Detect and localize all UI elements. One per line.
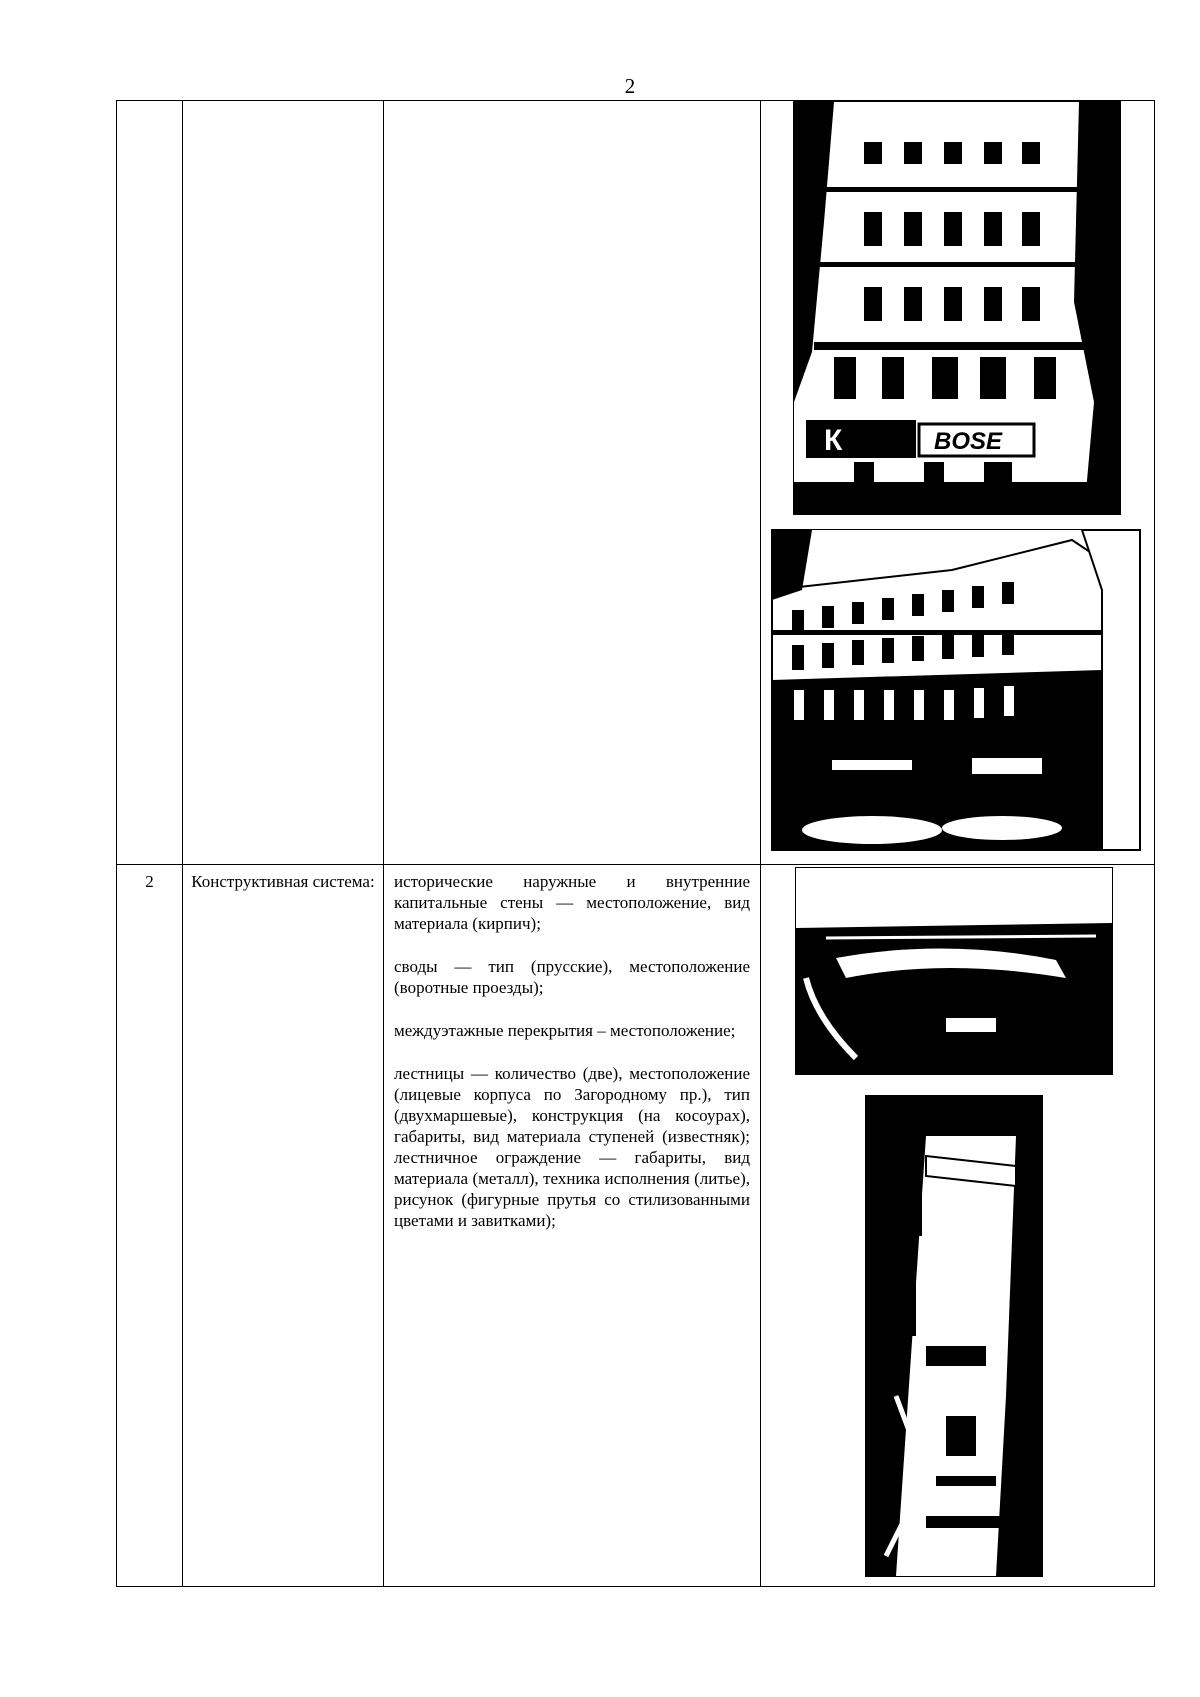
shop-sign-k: К — [824, 424, 843, 457]
vault-ceiling-photo — [795, 867, 1113, 1075]
row-description-cell — [384, 101, 761, 865]
description-paragraph: междуэтажные перекрытия – местоположение; — [394, 1021, 736, 1040]
row-photo-cell — [761, 865, 1155, 1587]
description-paragraph: своды — тип (прусские), местоположение (воротные проезды); — [394, 957, 750, 997]
description-paragraph: исторические наружные и внутренние капитальные стены — местоположение, вид материала (кирпич); — [394, 872, 750, 933]
description-paragraph: лестницы — количество (две), местоположение (лицевые корпуса по Загородному пр.), тип (двухмаршевые), конструкция (на косоурах), габариты, вид материала ступеней (известняк); лестничное ограждение — габариты, вид материала (металл), техника исполнения (литье), рисунок (фигурные прутья со стилизованными цветами и завитками); — [394, 1064, 750, 1230]
page-number: 2 — [624, 74, 636, 98]
building-facade-photo — [793, 101, 1121, 515]
row-description-cell — [384, 865, 761, 1587]
row-photo-cell — [761, 101, 1155, 865]
shop-sign-bose: BOSE — [934, 428, 1003, 455]
row-number-cell: 2 — [117, 865, 183, 1587]
row-name-cell: Конструктивная система: — [183, 865, 384, 1587]
document-table — [116, 100, 1155, 1587]
gate-passage-photo — [865, 1095, 1043, 1577]
table-row — [117, 101, 1155, 865]
row-number-cell — [117, 101, 183, 865]
row-name-cell — [183, 101, 384, 865]
table-row — [117, 865, 1155, 1587]
building-corner-photo — [771, 529, 1141, 851]
